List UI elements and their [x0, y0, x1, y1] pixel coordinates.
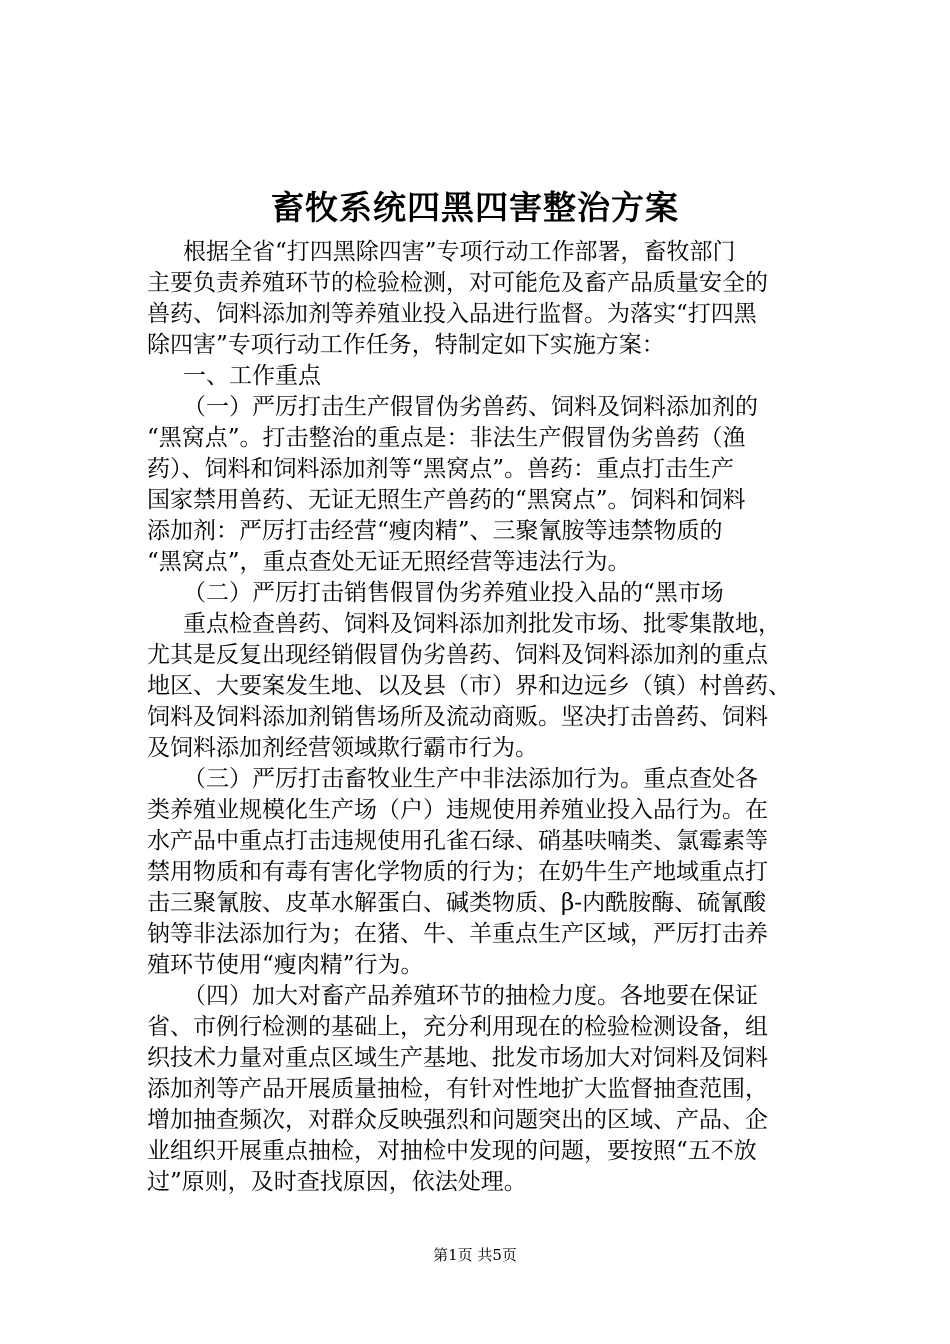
body-line: 殖环节使用“瘦肉精”行为。	[147, 952, 424, 978]
body-line: 添加剂：严厉打击经营“瘦肉精”、三聚氰胺等违禁物质的	[147, 518, 723, 544]
body-line: 饲料及饲料添加剂销售场所及流动商贩。坚决打击兽药、饲料	[147, 704, 768, 730]
body-line: 兽药、饲料添加剂等养殖业投入品进行监督。为落实“打四黑	[147, 301, 757, 327]
body-line: 主要负责养殖环节的检验检测，对可能危及畜产品质量安全的	[147, 270, 768, 296]
page-number-footer: 第1页 共5页	[433, 1246, 517, 1264]
body-line: 禁用物质和有毒有害化学物质的行为；在奶牛生产地域重点打	[147, 859, 768, 885]
body-line: 除四害”专项行动工作任务，特制定如下实施方案：	[147, 332, 665, 358]
body-line: 根据全省“打四黑除四害”专项行动工作部署，畜牧部门	[183, 239, 736, 265]
section-heading: 一、工作重点	[183, 363, 321, 389]
body-line: 击三聚氰胺、皮革水解蛋白、碱类物质、β-内酰胺酶、硫氰酸	[147, 890, 767, 916]
body-line: 国家禁用兽药、无证无照生产兽药的“黑窝点”。饲料和饲料	[147, 487, 746, 513]
body-line: （三）严厉打击畜牧业生产中非法添加行为。重点查处各	[183, 766, 758, 792]
body-line: 地区、大要案发生地、以及县（市）界和边远乡（镇）村兽药、	[147, 673, 791, 699]
body-line: 水产品中重点打击违规使用孔雀石绿、硝基呋喃类、氯霉素等	[147, 828, 768, 854]
body-line: 药）、饲料和饲料添加剂等“黑窝点”。兽药：重点打击生产	[147, 456, 735, 482]
body-line: 类养殖业规模化生产场（户）违规使用养殖业投入品行为。在	[147, 797, 768, 823]
body-line: “黑窝点”，重点查处无证无照经营等违法行为。	[147, 549, 631, 575]
body-line: 过”原则，及时查找原因，依法处理。	[147, 1169, 527, 1195]
body-line: 重点检查兽药、饲料及饲料添加剂批发市场、批零集散地，	[183, 611, 781, 637]
body-line: “黑窝点”。打击整治的重点是：非法生产假冒伪劣兽药（渔	[147, 425, 746, 451]
body-line: （二）严厉打击销售假冒伪劣养殖业投入品的“黑市场	[183, 580, 724, 606]
body-line: （四）加大对畜产品养殖环节的抽检力度。各地要在保证	[183, 983, 758, 1009]
body-line: 及饲料添加剂经营领域欺行霸市行为。	[147, 735, 538, 761]
body-line: 钠等非法添加行为；在猪、牛、羊重点生产区域，严厉打击养	[147, 921, 768, 947]
body-line: 添加剂等产品开展质量抽检，有针对性地扩大监督抽查范围，	[147, 1076, 768, 1102]
body-line: 织技术力量对重点区域生产基地、批发市场加大对饲料及饲料	[147, 1045, 768, 1071]
body-line: 业组织开展重点抽检，对抽检中发现的问题，要按照“五不放	[147, 1138, 757, 1164]
body-line: 增加抽查频次，对群众反映强烈和问题突出的区域、产品、企	[147, 1107, 768, 1133]
body-line: 省、市例行检测的基础上，充分利用现在的检验检测设备，组	[147, 1014, 768, 1040]
document-title: 畜牧系统四黑四害整治方案	[271, 188, 679, 227]
body-line: （一）严厉打击生产假冒伪劣兽药、饲料及饲料添加剂的	[183, 394, 758, 420]
body-line: 尤其是反复出现经销假冒伪劣兽药、饲料及饲料添加剂的重点	[147, 642, 768, 668]
